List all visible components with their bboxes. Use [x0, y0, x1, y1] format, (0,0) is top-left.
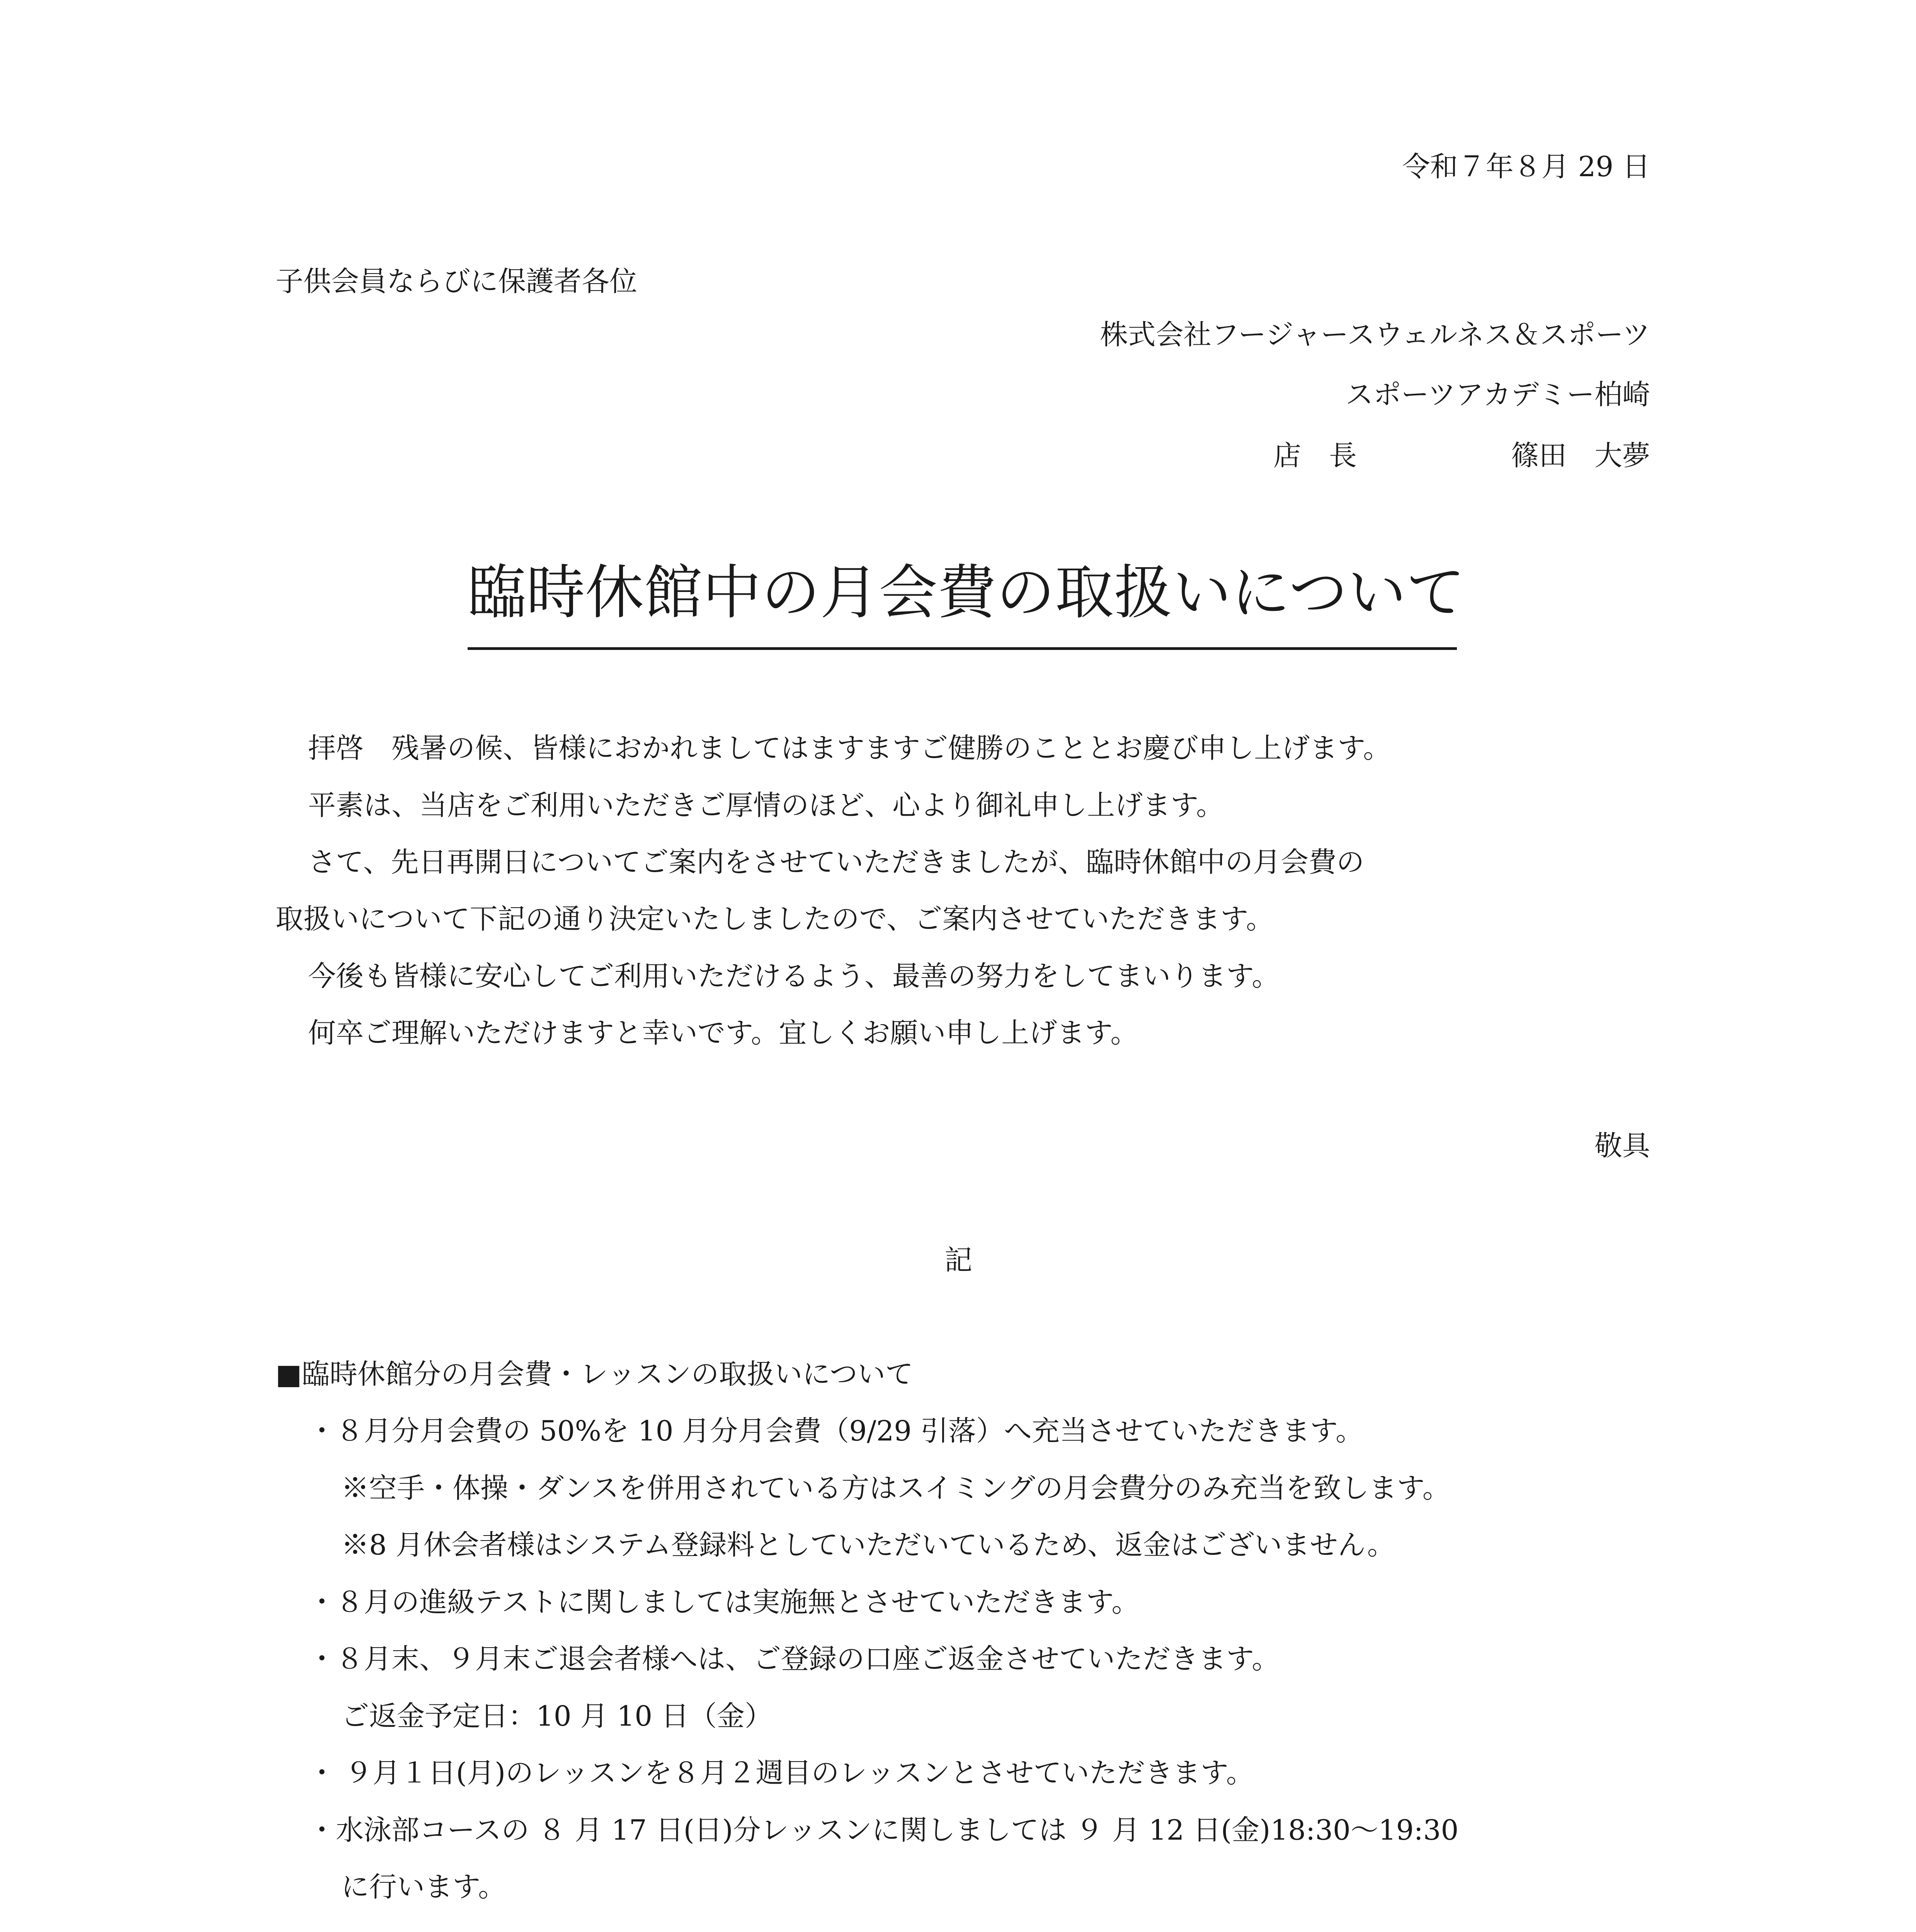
section-heading: ■臨時休館分の月会費・レッスンの取扱いについて	[276, 1358, 913, 1390]
manager-name: 篠田 大夢	[1511, 439, 1650, 472]
ki-heading: 記	[944, 1244, 973, 1276]
list-item-note: ※8 月休会者様はシステム登録料としていただいているため、返金はございません。	[341, 1529, 1395, 1561]
list-item-note: に行います。	[341, 1871, 506, 1903]
recipient: 子供会員ならびに保護者各位	[276, 265, 638, 298]
greeting-line: 何卒ご理解いただけますと幸いです。宜しくお願い申し上げます。	[308, 1017, 1138, 1049]
closing-keigu: 敬具	[1594, 1129, 1650, 1162]
title-underline	[468, 647, 1457, 650]
list-item: ・８月の進級テストに関しましては実施無とさせていただきます。	[308, 1586, 1140, 1618]
company-name: 株式会社フージャースウェルネス＆スポーツ	[1100, 318, 1650, 351]
greeting-line: 今後も皆様に安心してご利用いただけるよう、最善の努力をしてまいります。	[308, 960, 1280, 992]
manager-title: 店 長	[1273, 439, 1357, 472]
document-title: 臨時休館中の月会費の取扱いについて	[468, 558, 1465, 627]
list-item: ・８月末、９月末ご退会者様へは、ご登録の口座ご返金させていただきます。	[308, 1643, 1280, 1675]
document-date: 令和７年８月 29 日	[1402, 150, 1650, 183]
list-item-note: ご返金予定日：10 月 10 日（金）	[341, 1700, 773, 1732]
list-item: ・ ９月１日(月)のレッスンを８月２週目のレッスンとさせていただきます。	[308, 1757, 1254, 1789]
list-item: ・水泳部コースの ８ 月 17 日(日)分レッスンに関しましては ９ 月 12 日(金)18:30～19:30	[308, 1814, 1459, 1846]
greeting-line: さて、先日再開日についてご案内をさせていただきましたが、臨時休館中の月会費の	[308, 846, 1365, 878]
greeting-line: 平素は、当店をご利用いただきご厚情のほど、心より御礼申し上げます。	[308, 789, 1224, 821]
list-item-note: ※空手・体操・ダンスを併用されている方はスイミングの月会費分のみ充当を致します。	[341, 1472, 1450, 1504]
greeting-line: 拝啓 残暑の候、皆様におかれましてはますますご健勝のこととお慶び申し上げます。	[308, 732, 1391, 764]
greeting-line: 取扱いについて下記の通り決定いたしましたので、ご案内させていただきます。	[276, 903, 1274, 935]
branch-name: スポーツアカデミー柏崎	[1345, 378, 1650, 411]
list-item: ・８月分月会費の 50%を 10 月分月会費（9/29 引落）へ充当させていただきます。	[308, 1415, 1364, 1447]
